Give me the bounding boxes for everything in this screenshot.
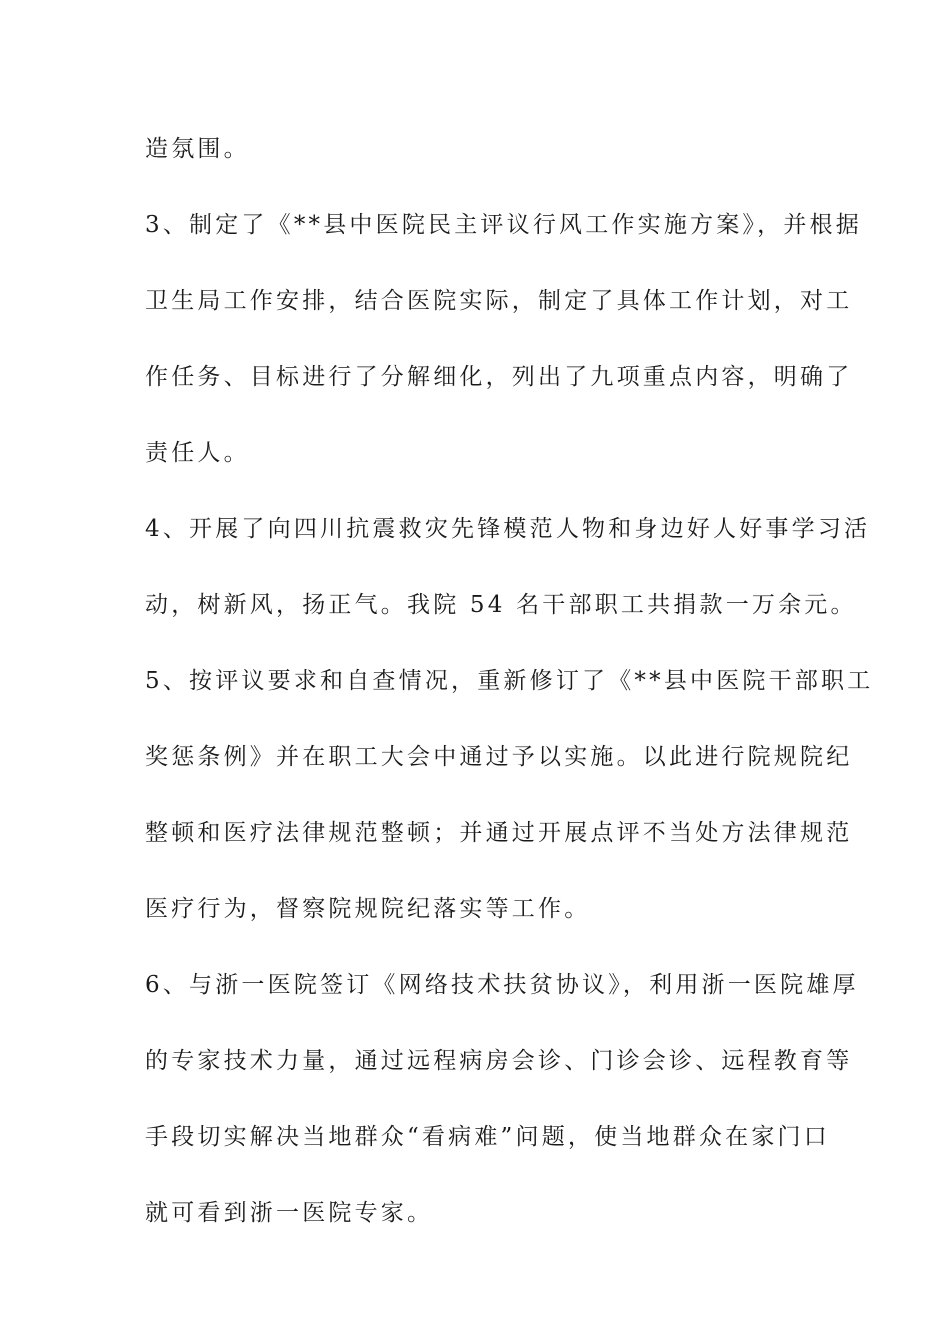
document-body	[145, 130, 874, 1270]
text-line: 作任务、目标进行了分解细化，列出了九项重点内容，明确了	[145, 364, 853, 390]
text-line: 的专家技术力量，通过远程病房会诊、门诊会诊、远程教育等	[145, 1048, 853, 1074]
text-line: 6、与浙一医院签订《网络技术扶贫协议》，利用浙一医院雄厚	[145, 972, 859, 998]
text-line: 就可看到浙一医院专家。	[145, 1200, 434, 1226]
text-line: 手段切实解决当地群众“看病难”问题，使当地群众在家门口	[145, 1124, 830, 1150]
text-line: 5、按评议要求和自查情况，重新修订了《**县中医院干部职工	[145, 668, 874, 694]
text-line: 卫生局工作安排，结合医院实际，制定了具体工作计划，对工	[145, 288, 853, 314]
text-line: 责任人。	[145, 440, 250, 466]
text-line: 整顿和医疗法律规范整顿；并通过开展点评不当处方法律规范	[145, 820, 853, 846]
text-line: 造氛围。	[145, 136, 250, 162]
text-line: 3、制定了《**县中医院民主评议行风工作实施方案》，并根据	[145, 212, 862, 238]
text-line: 动，树新风，扬正气。我院 54 名干部职工共捐款一万余元。	[145, 592, 857, 618]
text-line: 4、开展了向四川抗震救灾先锋模范人物和身边好人好事学习活	[145, 516, 871, 542]
text-line: 奖惩条例》并在职工大会中通过予以实施。以此进行院规院纪	[145, 744, 853, 770]
text-line: 医疗行为，督察院规院纪落实等工作。	[145, 896, 591, 922]
